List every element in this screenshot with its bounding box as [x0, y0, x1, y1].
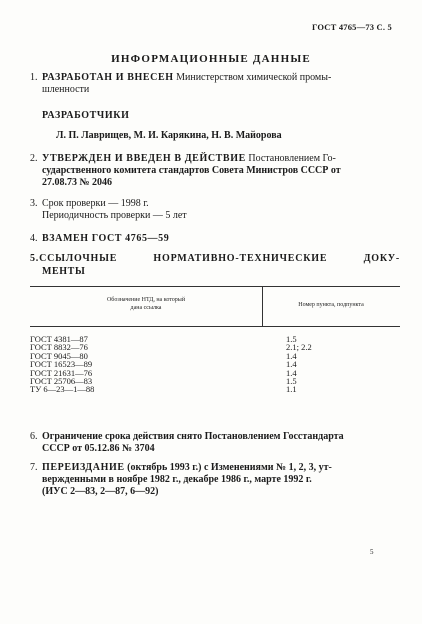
- section-3-number: 3.: [30, 198, 38, 209]
- section-1-text: Министерством химической промы-: [176, 72, 332, 83]
- section-4-text: ВЗАМЕН ГОСТ 4765—59: [42, 233, 170, 244]
- section-3: [30, 198, 400, 222]
- table-cell-document: ГОСТ 4381—87: [30, 334, 88, 344]
- developers-names: [56, 130, 406, 142]
- section-2: [30, 153, 400, 189]
- section-4-number: 4.: [30, 233, 38, 244]
- section-1-lead: РАЗРАБОТАН И ВНЕСЕН: [42, 72, 174, 83]
- section-7-line-1: (октябрь 1993 г.) с Изменениями № 1, 2, 3, ут-: [127, 462, 332, 473]
- table-cell-document: ТУ 6—23—1—88: [30, 384, 95, 395]
- table-cell-clause: 1.1: [286, 384, 297, 395]
- section-5: [30, 252, 400, 278]
- section-3-line-1: Срок проверки — 1998 г.: [42, 198, 149, 209]
- section-2-line-2: сударственного комитета стандартов Совета Министров СССР от: [42, 165, 341, 176]
- developers-heading-block: [30, 110, 400, 122]
- table-cell-clause: 1.5: [286, 334, 297, 344]
- section-5-number: 5.: [30, 253, 40, 264]
- section-5-word-3: ДОКУ-: [363, 253, 400, 264]
- table-header-rule: [30, 326, 400, 327]
- section-1: [30, 72, 400, 96]
- document-title: ИНФОРМАЦИОННЫЕ ДАННЫЕ: [111, 53, 311, 65]
- developers-heading: РАЗРАБОТЧИКИ: [42, 110, 130, 121]
- table-cell-document: ГОСТ 16523—89: [30, 359, 93, 370]
- table-cell-clause: 1.5: [286, 376, 297, 386]
- section-6-line-2: СССР от 05.12.86 № 3704: [42, 443, 155, 454]
- section-7: [30, 462, 400, 498]
- table-cell-clause: 1.4: [286, 367, 297, 378]
- section-7-line-2: вержденными в ноябре 1982 г., декабре 1986 г., марте 1992 г.: [42, 474, 312, 485]
- table-top-rule: [30, 286, 400, 287]
- section-2-line-3: 27.08.73 № 2046: [42, 177, 113, 188]
- section-5-line-2: МЕНТЫ: [42, 266, 86, 277]
- section-2-number: 2.: [30, 153, 38, 164]
- section-6: [30, 431, 400, 455]
- section-2-lead: УТВЕРЖДЕН И ВВЕДЕН В ДЕЙСТВИЕ: [42, 153, 246, 164]
- table-cell-document: ГОСТ 25706—83: [30, 376, 93, 386]
- section-5-word-2: НОРМАТИВНО-ТЕХНИЧЕСКИЕ: [153, 253, 328, 264]
- section-1-number: 1.: [30, 72, 38, 83]
- section-7-lead: ПЕРЕИЗДАНИЕ: [42, 462, 125, 473]
- table-cell-document: ГОСТ 21631—76: [30, 367, 93, 378]
- table-header-col-1-line-2: дана ссылка: [130, 305, 162, 311]
- section-2-text: Постановлением Го-: [248, 153, 336, 164]
- table-cell-clause: 1.4: [286, 350, 297, 361]
- page-header: ГОСТ 4765—73 С. 5: [311, 22, 392, 32]
- table-cell-document: ГОСТ 8832—76: [30, 342, 88, 353]
- section-5-word-1: ССЫЛОЧНЫЕ: [39, 253, 118, 264]
- table-header-col-1-line-1: Обозначение НТД, на который: [106, 297, 186, 303]
- table-cell-document: ГОСТ 9045—80: [30, 350, 88, 361]
- table-cell-clause: 2.1; 2.2: [286, 342, 312, 353]
- section-1-continuation: шленности: [42, 84, 90, 95]
- section-6-line-1: Ограничение срока действия снято Постановлением Госстандарта: [42, 431, 344, 442]
- table-cell-clause: 1.4: [286, 359, 297, 370]
- footer-mark: 5: [370, 548, 374, 556]
- developer-names-text: Л. П. Лаврищев, М. И. Карякина, Н. В. Майорова: [56, 130, 282, 141]
- section-7-number: 7.: [30, 462, 38, 473]
- table-header-col-2: Номер пункта, подпункта: [298, 302, 364, 308]
- section-7-line-3: (ИУС 2—83, 2—87, 6—92): [42, 486, 159, 497]
- section-6-number: 6.: [30, 431, 38, 442]
- section-4: [30, 233, 400, 245]
- section-3-line-2: Периодичность проверки — 5 лет: [42, 210, 187, 221]
- table-header-col-1: [30, 296, 262, 312]
